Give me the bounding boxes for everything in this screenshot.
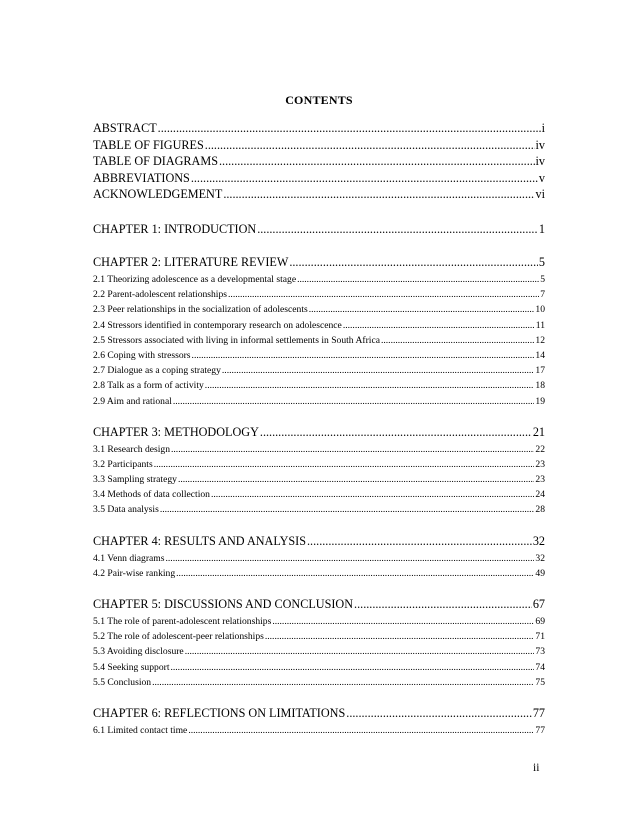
section-entry[interactable] bbox=[93, 333, 545, 348]
section-entry[interactable] bbox=[93, 487, 545, 502]
section-entry[interactable] bbox=[93, 502, 545, 517]
entry-page-number: 11 bbox=[535, 319, 545, 331]
section-entry[interactable] bbox=[93, 614, 545, 629]
dot-leader bbox=[158, 120, 541, 137]
section-entry[interactable] bbox=[93, 551, 545, 566]
section-entry[interactable] bbox=[93, 442, 545, 457]
dot-leader bbox=[260, 422, 532, 442]
dot-leader bbox=[154, 457, 535, 472]
dot-leader bbox=[223, 186, 534, 203]
dot-leader bbox=[166, 551, 535, 566]
dot-leader bbox=[272, 614, 534, 629]
entry-page-number: 21 bbox=[532, 424, 545, 439]
entry-page-number: 18 bbox=[535, 380, 545, 392]
entry-page-number: 23 bbox=[535, 474, 545, 486]
page-title: CONTENTS bbox=[285, 93, 353, 107]
dot-leader bbox=[191, 170, 538, 187]
chapter-spacer bbox=[93, 581, 545, 594]
entry-label: 3.3 Sampling strategy bbox=[93, 474, 177, 486]
entry-page-number: 10 bbox=[535, 304, 545, 316]
entry-page-number: 69 bbox=[535, 616, 545, 627]
front-matter-entry[interactable] bbox=[93, 186, 545, 203]
entry-page-number: 77 bbox=[535, 724, 545, 736]
entry-label: CHAPTER 5: DISCUSSIONS AND CONCLUSION bbox=[93, 597, 354, 611]
dot-leader bbox=[160, 502, 535, 517]
section-entry[interactable] bbox=[93, 348, 545, 363]
entry-label: CHAPTER 3: METHODOLOGY bbox=[93, 424, 259, 439]
entry-page-number: 23 bbox=[535, 458, 545, 470]
entry-page-number: iv bbox=[535, 154, 545, 168]
entry-label: CHAPTER 6: REFLECTIONS ON LIMITATIONS bbox=[93, 705, 346, 720]
entry-label: 2.5 Stressors associated with living in informal settlements in South Africa bbox=[93, 334, 380, 346]
entry-page-number: 49 bbox=[535, 567, 545, 579]
entry-label: 2.3 Peer relationships in the socialization of adolescents bbox=[93, 304, 308, 316]
entry-page-number: iv bbox=[535, 137, 545, 152]
entry-page-number: 75 bbox=[535, 676, 545, 688]
front-matter-entry[interactable] bbox=[93, 153, 545, 170]
chapter-entry[interactable] bbox=[93, 219, 545, 239]
entry-label: 2.6 Coping with stressors bbox=[93, 349, 191, 361]
dot-leader bbox=[219, 153, 535, 170]
chapter-spacer bbox=[93, 239, 545, 252]
entry-page-number: 73 bbox=[535, 646, 545, 658]
entry-label: 5.4 Seeking support bbox=[93, 661, 170, 673]
section-entry[interactable] bbox=[93, 472, 545, 487]
dot-leader bbox=[185, 644, 535, 659]
dot-leader bbox=[170, 660, 534, 675]
chapter-entry[interactable] bbox=[93, 703, 545, 723]
entry-label: 2.7 Dialogue as a coping strategy bbox=[93, 365, 221, 377]
entry-label: 2.4 Stressors identified in contemporary research on adolescence bbox=[93, 319, 342, 331]
section-entry[interactable] bbox=[93, 629, 545, 644]
dot-leader bbox=[152, 675, 534, 690]
entry-label: 2.2 Parent-adolescent relationships bbox=[93, 289, 228, 301]
dot-leader bbox=[346, 703, 532, 723]
dot-leader bbox=[222, 363, 535, 378]
entry-page-number: 32 bbox=[535, 552, 545, 564]
chapter-entry[interactable] bbox=[93, 422, 545, 442]
chapter-entry[interactable] bbox=[93, 252, 545, 272]
front-matter-entry[interactable] bbox=[93, 137, 545, 154]
entry-label: 3.4 Methods of data collection bbox=[93, 489, 210, 501]
dot-leader bbox=[188, 723, 534, 738]
entry-page-number: 22 bbox=[535, 443, 545, 455]
dot-leader bbox=[173, 394, 535, 409]
chapter-spacer bbox=[93, 518, 545, 531]
front-matter-entry[interactable] bbox=[93, 120, 545, 137]
entry-label: 4.2 Pair-wise ranking bbox=[93, 567, 176, 579]
section-entry[interactable] bbox=[93, 302, 545, 317]
dot-leader bbox=[289, 252, 538, 272]
entry-page-number: v bbox=[538, 170, 545, 185]
entry-page-number: 5 bbox=[540, 274, 545, 285]
page-number: ii bbox=[533, 762, 540, 774]
section-entry[interactable] bbox=[93, 318, 545, 333]
section-entry[interactable] bbox=[93, 660, 545, 675]
entry-label: 5.2 The role of adolescent-peer relationships bbox=[93, 631, 264, 643]
entry-label: 3.5 Data analysis bbox=[93, 504, 159, 516]
entry-page-number: 1 bbox=[538, 222, 545, 236]
entry-label: CHAPTER 4: RESULTS AND ANALYSIS bbox=[93, 533, 306, 548]
section-entry[interactable] bbox=[93, 675, 545, 690]
section-entry[interactable] bbox=[93, 566, 545, 581]
entry-page-number: 28 bbox=[535, 504, 545, 516]
dot-leader bbox=[228, 287, 539, 302]
entry-label: TABLE OF DIAGRAMS bbox=[93, 154, 218, 168]
entry-label: TABLE OF FIGURES bbox=[93, 137, 204, 152]
dot-leader bbox=[265, 629, 535, 644]
entry-page-number: 74 bbox=[535, 661, 545, 673]
dot-leader bbox=[343, 318, 535, 333]
entry-page-number: 14 bbox=[535, 349, 545, 361]
entry-page-number: 12 bbox=[535, 334, 545, 346]
entry-page-number: 77 bbox=[532, 705, 545, 720]
dot-leader bbox=[297, 272, 539, 287]
entry-label: CHAPTER 2: LITERATURE REVIEW bbox=[93, 255, 289, 269]
section-entry[interactable] bbox=[93, 272, 545, 287]
dot-leader bbox=[309, 302, 535, 317]
entry-page-number: 71 bbox=[535, 631, 545, 643]
section-entry[interactable] bbox=[93, 378, 545, 393]
dot-leader bbox=[381, 333, 534, 348]
entry-label: 3.2 Participants bbox=[93, 458, 153, 470]
front-matter-list bbox=[93, 120, 545, 203]
chapter-spacer bbox=[93, 409, 545, 422]
entry-label: 6.1 Limited contact time bbox=[93, 724, 188, 736]
entry-label: ABSTRACT bbox=[93, 121, 157, 135]
entry-label: 5.5 Conclusion bbox=[93, 676, 152, 688]
entry-page-number: vi bbox=[535, 187, 545, 201]
section-entry[interactable] bbox=[93, 363, 545, 378]
chapter-list bbox=[93, 219, 545, 738]
entry-page-number: 24 bbox=[535, 489, 545, 501]
entry-label: ABBREVIATIONS bbox=[93, 170, 190, 185]
front-matter-entry[interactable] bbox=[93, 170, 545, 187]
dot-leader bbox=[178, 472, 534, 487]
section-entry[interactable] bbox=[93, 287, 545, 302]
entry-label: 4.1 Venn diagrams bbox=[93, 552, 165, 564]
entry-page-number: 5 bbox=[538, 255, 545, 269]
section-entry[interactable] bbox=[93, 394, 545, 409]
entry-label: 2.8 Talk as a form of activity bbox=[93, 380, 204, 392]
dot-leader bbox=[307, 531, 532, 551]
section-entry[interactable] bbox=[93, 644, 545, 659]
dot-leader bbox=[205, 137, 535, 154]
entry-label: CHAPTER 1: INTRODUCTION bbox=[93, 222, 257, 236]
section-entry[interactable] bbox=[93, 723, 545, 738]
chapter-entry[interactable] bbox=[93, 531, 545, 551]
entry-page-number: 7 bbox=[540, 289, 545, 301]
dot-leader bbox=[211, 487, 534, 502]
entry-page-number: 67 bbox=[532, 597, 545, 611]
entry-label: ACKNOWLEDGEMENT bbox=[93, 187, 223, 201]
entry-label: 3.1 Research design bbox=[93, 443, 170, 455]
entry-label: 5.1 The role of parent-adolescent relationships bbox=[93, 616, 272, 627]
section-entry[interactable] bbox=[93, 457, 545, 472]
dot-leader bbox=[205, 378, 535, 393]
chapter-entry[interactable] bbox=[93, 594, 545, 614]
dot-leader bbox=[257, 219, 538, 239]
entry-label: 5.3 Avoiding disclosure bbox=[93, 646, 184, 658]
entry-label: 2.1 Theorizing adolescence as a developmental stage bbox=[93, 274, 297, 285]
chapter-spacer bbox=[93, 690, 545, 703]
entry-page-number: i bbox=[541, 121, 545, 135]
dot-leader bbox=[354, 594, 532, 614]
dot-leader bbox=[171, 442, 534, 457]
dot-leader bbox=[176, 566, 534, 581]
entry-page-number: 17 bbox=[535, 365, 545, 377]
entry-page-number: 32 bbox=[532, 533, 545, 548]
dot-leader bbox=[192, 348, 535, 363]
entry-label: 2.9 Aim and rational bbox=[93, 395, 172, 407]
entry-page-number: 19 bbox=[535, 395, 545, 407]
